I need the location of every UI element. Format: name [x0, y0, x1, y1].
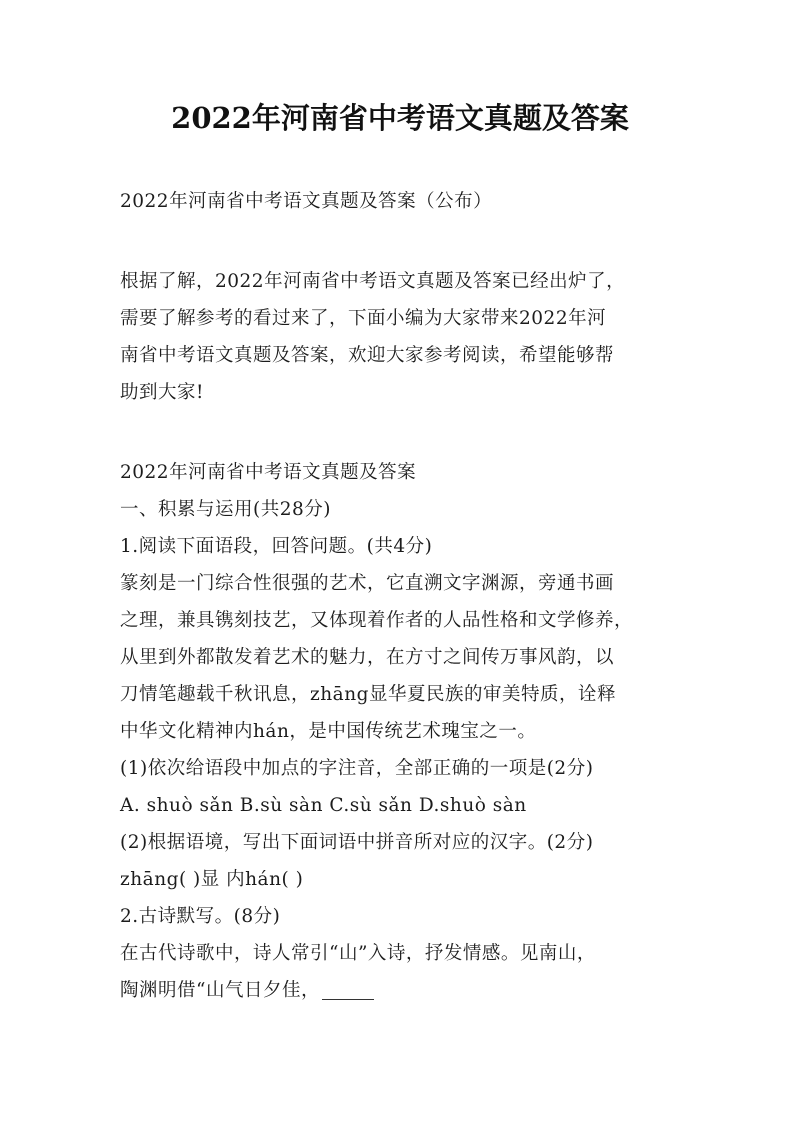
answer-options: A. shuò sǎn B.sù sàn C.sù sǎn D.shuò sàn: [120, 795, 527, 816]
passage-line: 中华文化精神内hán，是中国传统艺术瑰宝之一。: [120, 721, 537, 742]
passage-line: 从里到外都散发着艺术的魅力，在方寸之间传万事风韵，以: [120, 647, 615, 668]
part-heading: 一、积累与运用(共28分): [120, 499, 331, 520]
question-heading: 1.阅读下面语段，回答问题。(共4分): [120, 536, 433, 557]
question-text-last: [120, 972, 695, 1009]
passage-line: 篆刻是一门综合性很强的艺术，它直溯文字渊源，旁通书画: [120, 573, 615, 594]
fill-in-blank: [322, 983, 374, 1000]
intro-paragraph: [120, 263, 695, 411]
sub-question: (2)根据语境，写出下面词语中拼音所对应的汉字。(2分): [120, 832, 594, 853]
subtitle-block: [120, 187, 695, 217]
passage-line: 之理，兼具镌刻技艺，又体现着作者的人品性格和文学修养，: [120, 610, 634, 631]
subtitle: 2022年河南省中考语文真题及答案（公布）: [120, 191, 493, 212]
section-heading: 2022年河南省中考语文真题及答案: [120, 462, 417, 483]
intro-line: 南省中考语文真题及答案，欢迎大家参考阅读，希望能够帮: [120, 345, 615, 366]
sub-question: (1)依次给语段中加点的字注音，全部正确的一项是(2分): [120, 758, 594, 779]
passage-line: 刀情笔趣载千秋讯息，zhāng显华夏民族的审美特质，诠释: [120, 684, 616, 705]
question-text-fragment: 陶渊明借“山气日夕佳，: [120, 980, 320, 1001]
question-heading: 2.古诗默写。(8分): [120, 906, 281, 927]
intro-line: 根据了解，2022年河南省中考语文真题及答案已经出炉了，: [120, 271, 626, 292]
intro-line: 需要了解参考的看过来了，下面小编为大家带来2022年河: [120, 308, 607, 329]
page-title: 2022年河南省中考语文真题及答案: [171, 101, 629, 135]
intro-line: 助到大家!: [120, 382, 204, 403]
question-text: 在古代诗歌中，诗人常引“山”入诗，抒发情感。见南山，: [120, 943, 596, 964]
exam-body: [120, 454, 695, 1009]
pinyin-blanks: zhāng( )显 内hán( ): [120, 869, 304, 890]
